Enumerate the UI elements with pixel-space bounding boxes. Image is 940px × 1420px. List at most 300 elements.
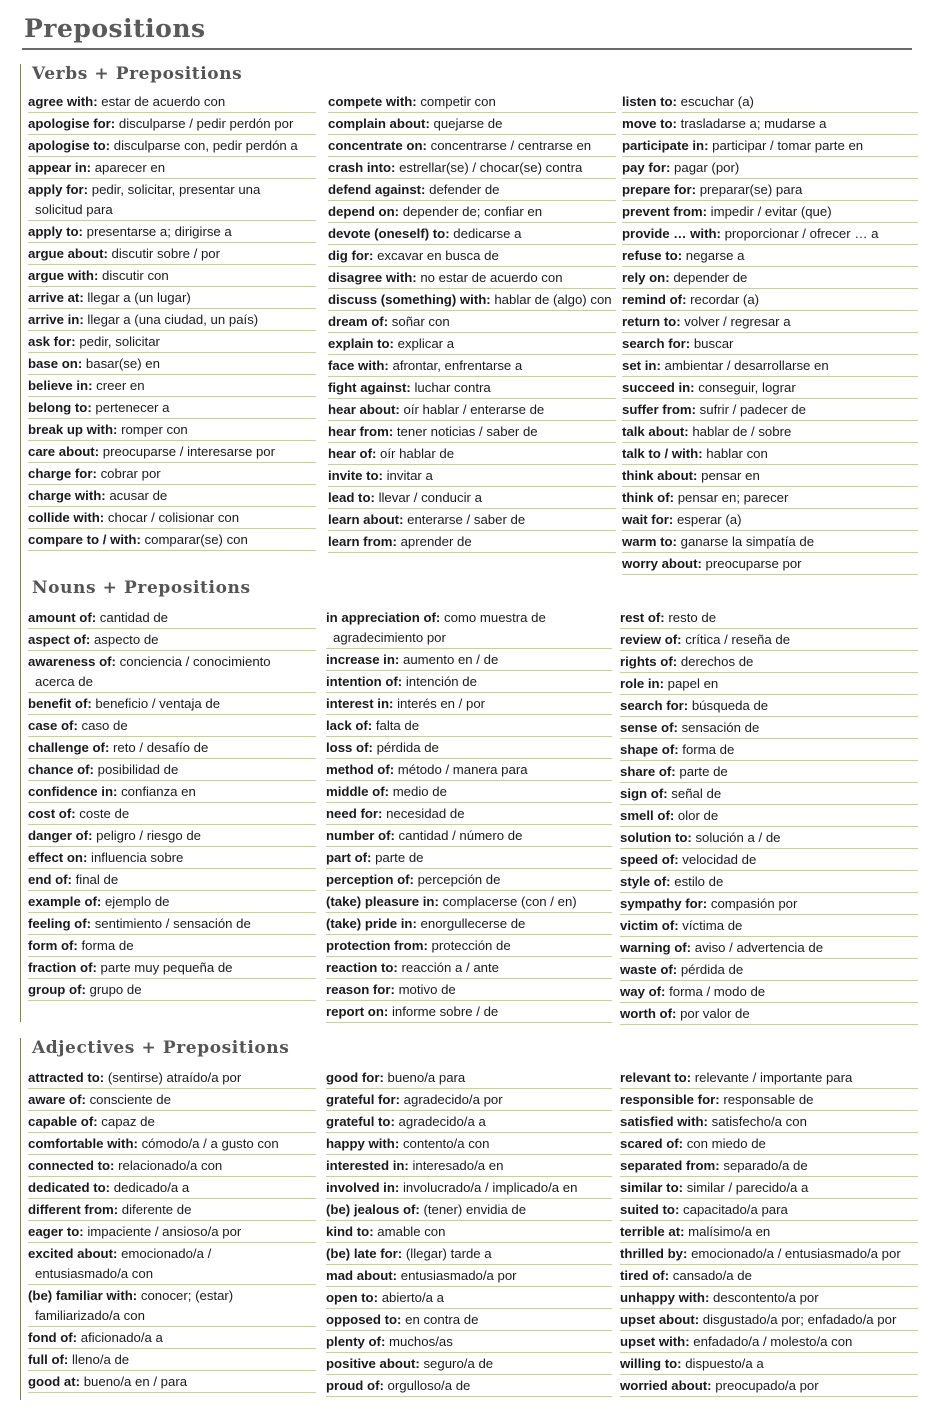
entry-term: (take) pride in:: [326, 916, 417, 931]
entry-definition: llegar a (un lugar): [87, 290, 191, 305]
section-rule: [20, 1038, 21, 1400]
entry-term: suited to:: [620, 1202, 680, 1217]
entry-row: [28, 825, 316, 847]
entry-row: [28, 1243, 316, 1285]
entry-term: interested in:: [326, 1158, 409, 1173]
entry-term: proud of:: [326, 1378, 384, 1393]
entry-row: [28, 1067, 316, 1089]
entry-row: [620, 1111, 918, 1133]
column: [326, 607, 612, 1023]
entry-term: different from:: [28, 1202, 119, 1217]
entry-row: [620, 739, 918, 761]
entry-term: argue about:: [28, 246, 108, 261]
entry-definition: excavar en busca de: [377, 248, 499, 263]
entry-definition: amable con: [377, 1224, 446, 1239]
entry-definition: soñar con: [391, 314, 450, 329]
column: [28, 91, 316, 551]
entry-definition: resto de: [668, 610, 717, 625]
entry-definition: chocar / colisionar con: [107, 510, 240, 525]
section-adjectives: [0, 1038, 940, 1400]
entry-term: listen to:: [622, 94, 677, 109]
entry-definition: impaciente / ansioso/a por: [87, 1224, 242, 1239]
entry-term: thrilled by:: [620, 1246, 688, 1261]
entry-term: opposed to:: [326, 1312, 402, 1327]
entry-term: succeed in:: [622, 380, 695, 395]
entry-row: [28, 1177, 316, 1199]
entry-term: aware of:: [28, 1092, 86, 1107]
entry-row: [28, 1221, 316, 1243]
entry-definition: afrontar, enfrentarse a: [392, 358, 523, 373]
entry-term: pay for:: [622, 160, 671, 175]
entry-term: (be) familiar with:: [28, 1288, 138, 1303]
entry-definition: reacción a / ante: [401, 960, 499, 975]
entry-definition: búsqueda de: [691, 698, 769, 713]
entry-term: in appreciation of:: [326, 610, 441, 625]
entry-definition: pedir, solicitar, presentar una: [91, 182, 261, 197]
entry-row: [326, 979, 612, 1001]
entry-term: (be) late for:: [326, 1246, 403, 1261]
entry-term: plenty of:: [326, 1334, 386, 1349]
entry-definition: relevante / importante para: [694, 1070, 853, 1085]
entry-row: [622, 355, 918, 377]
entry-definition: velocidad de: [682, 852, 757, 867]
entry-definition: dedicado/a a: [113, 1180, 190, 1195]
entry-term: comfortable with:: [28, 1136, 138, 1151]
section-rule: [20, 64, 21, 580]
entry-row: [622, 443, 918, 465]
entry-row: [328, 91, 616, 113]
entry-row: [28, 287, 316, 309]
entry-row: [28, 91, 316, 113]
page-title: Prepositions: [24, 14, 206, 43]
entry-definition: concentrarse / centrarse en: [430, 138, 592, 153]
entry-row: [622, 267, 918, 289]
entry-term: warning of:: [620, 940, 692, 955]
entry-term: kind to:: [326, 1224, 374, 1239]
entry-term: cost of:: [28, 806, 76, 821]
entry-definition: separado/a de: [723, 1158, 808, 1173]
entry-term: capable of:: [28, 1114, 98, 1129]
entry-row: [28, 221, 316, 243]
entry-term: willing to:: [620, 1356, 682, 1371]
entry-row: [326, 847, 612, 869]
column: [620, 607, 918, 1025]
entry-term: good at:: [28, 1374, 81, 1389]
entry-term: perception of:: [326, 872, 414, 887]
entry-term: prevent from:: [622, 204, 707, 219]
entry-row: [620, 1177, 918, 1199]
entry-definition: protección de: [431, 938, 511, 953]
entry-definition: interés en / por: [397, 696, 486, 711]
entry-definition: preparar(se) para: [699, 182, 803, 197]
entry-row: [28, 979, 316, 1001]
entry-row: [28, 759, 316, 781]
entry-definition: informe sobre / de: [391, 1004, 499, 1019]
entry-term: report on:: [326, 1004, 389, 1019]
entry-definition: disculparse con, pedir perdón a: [113, 138, 298, 153]
entry-definition: abierto/a a: [381, 1290, 445, 1305]
entry-row: [28, 715, 316, 737]
entry-term: apologise for:: [28, 116, 116, 131]
entry-row: [620, 1309, 918, 1331]
column: [328, 91, 616, 553]
entry-row: [326, 693, 612, 715]
entry-row: [326, 1133, 612, 1155]
entry-row: [28, 265, 316, 287]
entry-term: lead to:: [328, 490, 375, 505]
entry-term: hear from:: [328, 424, 394, 439]
entry-row: [620, 629, 918, 651]
entry-term: crash into:: [328, 160, 396, 175]
entry-definition: similar / parecido/a a: [686, 1180, 809, 1195]
entry-row: [622, 399, 918, 421]
entry-term: case of:: [28, 718, 78, 733]
entry-term: charge with:: [28, 488, 106, 503]
entry-row: [620, 805, 918, 827]
entry-term: (be) jealous of:: [326, 1202, 420, 1217]
entry-row: [28, 179, 316, 221]
entry-term: good for:: [326, 1070, 384, 1085]
entry-definition: hablar con: [706, 446, 768, 461]
entry-definition: señal de: [671, 786, 722, 801]
entry-row: [28, 1155, 316, 1177]
entry-term: care about:: [28, 444, 100, 459]
entry-row: [28, 693, 316, 715]
entry-definition: involucrado/a / implicado/a en: [402, 1180, 578, 1195]
entry-row: [622, 487, 918, 509]
entry-term: attracted to:: [28, 1070, 105, 1085]
entry-row: [28, 1133, 316, 1155]
entry-definition-continued: solicitud para: [35, 202, 113, 217]
entry-term: lack of:: [326, 718, 373, 733]
entry-definition: llegar a (una ciudad, un país): [87, 312, 259, 327]
entry-row: [28, 243, 316, 265]
entry-row: [620, 1375, 918, 1397]
entry-definition: complacerse (con / en): [442, 894, 577, 909]
entry-row: [28, 935, 316, 957]
entry-definition: conocer; (estar): [140, 1288, 234, 1303]
entry-definition: pensar en; parecer: [677, 490, 789, 505]
entry-term: open to:: [326, 1290, 379, 1305]
entry-term: example of:: [28, 894, 102, 909]
entry-definition: como muestra de: [443, 610, 546, 625]
column: [28, 607, 316, 1001]
entry-row: [622, 553, 918, 575]
entry-row: [28, 397, 316, 419]
entry-row: [620, 695, 918, 717]
entry-definition: buscar: [693, 336, 734, 351]
entry-row: [620, 761, 918, 783]
entry-definition: diferente de: [121, 1202, 192, 1217]
entry-definition: seguro/a de: [423, 1356, 494, 1371]
entry-definition-continued: entusiasmado/a con: [35, 1266, 154, 1281]
entry-definition: escuchar (a): [680, 94, 754, 109]
entry-definition: final de: [75, 872, 119, 887]
entry-term: compare to / with:: [28, 532, 141, 547]
entry-definition: basar(se) en: [85, 356, 160, 371]
entry-term: grateful for:: [326, 1092, 400, 1107]
entry-row: [620, 1353, 918, 1375]
entry-definition-continued: familiarizado/a con: [35, 1308, 145, 1323]
entry-row: [326, 649, 612, 671]
entry-row: [28, 135, 316, 157]
entry-row: [620, 1199, 918, 1221]
entry-row: [326, 1221, 612, 1243]
entry-definition: participar / tomar parte en: [712, 138, 864, 153]
entry-term: terrible at:: [620, 1224, 685, 1239]
entry-definition-continued: acerca de: [35, 674, 93, 689]
entry-row: [620, 893, 918, 915]
entry-row: [620, 1155, 918, 1177]
entry-term: suffer from:: [622, 402, 696, 417]
entry-definition: invitar a: [386, 468, 433, 483]
entry-definition: ejemplo de: [104, 894, 170, 909]
entry-definition: volver / regresar a: [684, 314, 791, 329]
entry-term: fraction of:: [28, 960, 97, 975]
entry-row: [328, 157, 616, 179]
entry-definition: hablar de (algo) con: [494, 292, 612, 307]
entry-definition: derechos de: [680, 654, 754, 669]
entry-definition: enorgullecerse de: [420, 916, 526, 931]
entry-definition: esperar (a): [676, 512, 742, 527]
entry-definition: recordar (a): [690, 292, 760, 307]
entry-term: face with:: [328, 358, 389, 373]
entry-definition: estilo de: [674, 874, 724, 889]
entry-term: sign of:: [620, 786, 668, 801]
entry-definition: posibilidad de: [97, 762, 179, 777]
entry-row: [28, 1199, 316, 1221]
entry-definition: forma / modo de: [669, 984, 766, 999]
entry-row: [328, 377, 616, 399]
entry-definition: oír hablar / enterarse de: [403, 402, 545, 417]
entry-definition: estrellar(se) / chocar(se) contra: [399, 160, 583, 175]
entry-definition: interesado/a en: [412, 1158, 504, 1173]
entry-definition: pérdida de: [680, 962, 744, 977]
entry-term: defend against:: [328, 182, 426, 197]
entry-term: concentrate on:: [328, 138, 427, 153]
entry-definition: entusiasmado/a por: [400, 1268, 517, 1283]
entry-term: danger of:: [28, 828, 93, 843]
entry-row: [28, 1089, 316, 1111]
entry-term: intention of:: [326, 674, 403, 689]
entry-definition: aumento en / de: [402, 652, 499, 667]
entry-term: confidence in:: [28, 784, 118, 799]
entry-definition: capacitado/a para: [683, 1202, 788, 1217]
entry-definition: estar de acuerdo con: [101, 94, 226, 109]
entry-row: [28, 463, 316, 485]
entry-row: [326, 1331, 612, 1353]
entry-term: dream of:: [328, 314, 389, 329]
entry-term: dig for:: [328, 248, 374, 263]
entry-term: participate in:: [622, 138, 709, 153]
entry-row: [326, 1375, 612, 1397]
entry-definition: muchos/as: [389, 1334, 453, 1349]
entry-definition: consciente de: [89, 1092, 171, 1107]
entry-row: [326, 803, 612, 825]
entry-row: [28, 375, 316, 397]
entry-row: [28, 309, 316, 331]
entry-definition: competir con: [420, 94, 496, 109]
entry-definition: cantidad de: [99, 610, 168, 625]
entry-definition: capaz de: [101, 1114, 155, 1129]
entry-term: part of:: [326, 850, 372, 865]
entry-row: [28, 803, 316, 825]
entry-term: apologise to:: [28, 138, 111, 153]
entry-definition: coste de: [79, 806, 130, 821]
entry-term: talk about:: [622, 424, 689, 439]
entry-row: [328, 245, 616, 267]
section-rule: [20, 578, 21, 1022]
entry-term: challenge of:: [28, 740, 110, 755]
entry-definition: forma de: [682, 742, 735, 757]
entry-definition: aviso / advertencia de: [694, 940, 824, 955]
entry-row: [326, 825, 612, 847]
entry-definition: cobrar por: [100, 466, 161, 481]
entry-term: connected to:: [28, 1158, 115, 1173]
entry-definition: trasladarse a; mudarse a: [680, 116, 827, 131]
entry-row: [28, 781, 316, 803]
entry-term: think about:: [622, 468, 698, 483]
entry-row: [328, 333, 616, 355]
entry-definition: (sentirse) atraído/a por: [107, 1070, 242, 1085]
entry-definition: caso de: [81, 718, 128, 733]
entry-definition: negarse a: [685, 248, 745, 263]
entry-row: [622, 509, 918, 531]
entry-term: eager to:: [28, 1224, 84, 1239]
entry-definition: tener noticias / saber de: [396, 424, 538, 439]
entry-row: [326, 1177, 612, 1199]
entry-row: [620, 937, 918, 959]
entry-row: [326, 957, 612, 979]
entry-row: [328, 135, 616, 157]
entry-term: fond of:: [28, 1330, 78, 1345]
entry-row: [326, 759, 612, 781]
entry-definition: olor de: [677, 808, 719, 823]
entry-term: rights of:: [620, 654, 678, 669]
entry-row: [328, 355, 616, 377]
entry-term: happy with:: [326, 1136, 400, 1151]
entry-term: scared of:: [620, 1136, 684, 1151]
entry-term: warm to:: [622, 534, 677, 549]
entry-term: search for:: [622, 336, 691, 351]
entry-term: way of:: [620, 984, 666, 999]
entry-row: [622, 289, 918, 311]
entry-row: [28, 737, 316, 759]
entry-term: worried about:: [620, 1378, 712, 1393]
entry-definition: medio de: [392, 784, 447, 799]
entry-term: victim of:: [620, 918, 679, 933]
entry-row: [328, 201, 616, 223]
entry-term: base on:: [28, 356, 83, 371]
entry-row: [28, 1285, 316, 1327]
entry-definition: compasión por: [710, 896, 798, 911]
entry-term: arrive at:: [28, 290, 84, 305]
entry-term: responsible for:: [620, 1092, 720, 1107]
entry-row: [326, 1287, 612, 1309]
entry-definition: dedicarse a: [453, 226, 522, 241]
entry-term: return to:: [622, 314, 681, 329]
entry-definition: peligro / riesgo de: [96, 828, 201, 843]
section-heading: Adjectives + Prepositions: [32, 1038, 290, 1058]
entry-term: reaction to:: [326, 960, 398, 975]
entry-definition: crítica / reseña de: [685, 632, 791, 647]
entry-definition: aprender de: [400, 534, 472, 549]
entry-row: [28, 1349, 316, 1371]
section-heading: Verbs + Prepositions: [32, 64, 243, 84]
entry-term: rest of:: [620, 610, 665, 625]
entry-definition: (llegar) tarde a: [405, 1246, 492, 1261]
entry-row: [620, 915, 918, 937]
entry-term: loss of:: [326, 740, 373, 755]
entry-term: compete with:: [328, 94, 417, 109]
entry-row: [326, 715, 612, 737]
entry-definition: orgulloso/a de: [387, 1378, 471, 1393]
entry-row: [326, 671, 612, 693]
entry-definition: contento/a con: [402, 1136, 490, 1151]
entry-term: break up with:: [28, 422, 118, 437]
entry-row: [622, 465, 918, 487]
entry-term: collide with:: [28, 510, 105, 525]
entry-row: [326, 1067, 612, 1089]
entry-row: [620, 717, 918, 739]
entry-term: sense of:: [620, 720, 678, 735]
entry-definition: preocuparse por: [705, 556, 802, 571]
entry-definition: explicar a: [397, 336, 455, 351]
entry-definition: llevar / conducir a: [378, 490, 482, 505]
entry-row: [326, 1001, 612, 1023]
entry-term: positive about:: [326, 1356, 420, 1371]
entry-row: [622, 179, 918, 201]
entry-definition: aspecto de: [93, 632, 159, 647]
entry-definition: intención de: [405, 674, 477, 689]
entry-term: dedicated to:: [28, 1180, 111, 1195]
entry-row: [326, 737, 612, 759]
entry-row: [326, 891, 612, 913]
entry-definition: víctima de: [682, 918, 743, 933]
entry-term: group of:: [28, 982, 86, 997]
entry-row: [28, 913, 316, 935]
entry-term: solution to:: [620, 830, 692, 845]
entry-term: arrive in:: [28, 312, 84, 327]
entry-definition: oír hablar de: [380, 446, 455, 461]
entry-term: grateful to:: [326, 1114, 395, 1129]
entry-term: upset about:: [620, 1312, 700, 1327]
entry-term: set in:: [622, 358, 661, 373]
entry-term: agree with:: [28, 94, 98, 109]
entry-row: [28, 529, 316, 551]
entry-row: [328, 487, 616, 509]
entry-definition: con miedo de: [686, 1136, 766, 1151]
entry-term: apply for:: [28, 182, 89, 197]
entry-term: mad about:: [326, 1268, 398, 1283]
entry-term: benefit of:: [28, 696, 92, 711]
entry-definition: conciencia / conocimiento: [119, 654, 271, 669]
entry-definition: beneficio / ventaja de: [95, 696, 221, 711]
entry-row: [620, 1067, 918, 1089]
entry-definition: aficionado/a a: [80, 1330, 163, 1345]
entry-term: full of:: [28, 1352, 69, 1367]
entry-definition: acusar de: [109, 488, 168, 503]
entry-definition: lleno/a de: [71, 1352, 130, 1367]
entry-term: reason for:: [326, 982, 395, 997]
entry-definition: proporcionar / ofrecer … a: [724, 226, 879, 241]
entry-row: [620, 871, 918, 893]
entry-term: increase in:: [326, 652, 400, 667]
entry-row: [326, 913, 612, 935]
entry-row: [28, 157, 316, 179]
entry-definition: depender de; confiar en: [402, 204, 543, 219]
entry-row: [326, 869, 612, 891]
